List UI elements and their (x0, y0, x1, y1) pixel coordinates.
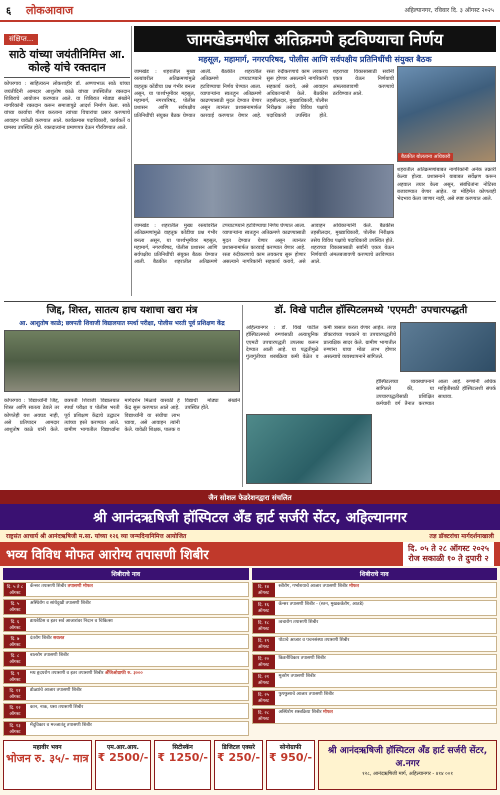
camp-date: दि. ५ ऑगस्ट (4, 600, 26, 613)
camp-name (28, 722, 248, 735)
camp-name (28, 704, 248, 717)
camp-row (3, 703, 249, 718)
camp-date: दि. ११ ऑगस्ट (4, 687, 26, 700)
camp-date: दि. २८ ऑगस्ट (253, 709, 275, 723)
camp-row (3, 634, 249, 649)
ad-box-value: ₹ 2500/- (97, 751, 149, 764)
ad-box-ct (154, 740, 211, 790)
camp-name (277, 619, 497, 633)
ad-box-value: भोजन रु. ३५/- मात्र (6, 752, 89, 765)
camp-date: दि. १२ ऑगस्ट (4, 704, 26, 717)
camp-date: दि. २१ ऑगस्ट (253, 673, 275, 687)
camp-row (252, 654, 498, 670)
camp-title: कान, नाक, घसा तपासणी शिबीर (30, 705, 84, 711)
story2-body: कोपरगाव : विद्यार्थ्यांनी जिद्द, शिस्त आणि सातत्य ठेवले तर कोणतेही यश अवघड नाही, असे प्रतिपादन आमदार आशुतोष काळे यांनी केले. छत्रपती शिवाजी विद्यालयात स्पर्धा परीक्षा व पोलीस भरती पूर्व प्रशिक्षण केंद्राचे उद्घाटन त्यांच्या हस्ते करण्यात आले. ग्रामीण भागातील विद्यार्थ्यांना मार्गदर्शन मिळावे यासाठी हे केंद्र सुरू करण्यात आले आहे. विद्यार्थ्यांनी या संधीचा लाभ घ्यावा, असे आवाहन त्यांनी केले. यावेळी शिक्षक, पालक व विद्यार्थी मोठ्या संख्येने उपस्थित होते. (4, 398, 240, 433)
ad-org-line: जैन सोशल फेडरेशनद्वारा संचलित (0, 492, 500, 504)
camp-row (252, 618, 498, 634)
ad-box-label: सोनोग्राफी (279, 744, 302, 751)
camp-date: दि. १८ ऑगस्ट (253, 619, 275, 633)
ad-sub-left: राष्ट्रसंत आचार्य श्री आनंदऋषिजी म.सा. यांच्या १२६ व्या जन्मदिनानिमित्त आयोजित (6, 533, 187, 540)
camp-highlight: मोफत (322, 710, 333, 715)
camp-date: दि. ८ ऑगस्ट (4, 652, 26, 665)
newspaper-logo: लोकआवाज (26, 3, 74, 17)
story2-headline: जिद्द, शिस्त, सातत्य हाच यशाचा खरा मंत्र (46, 305, 198, 316)
camp-name (28, 635, 248, 648)
camp-title: डोळ्यांचे आजार तपासणी शिबीर (30, 687, 82, 693)
story3-headline: डॉ. विखे पाटील हॉस्पिटलमध्ये 'एएमटी' उपचारपद्धती (274, 305, 468, 316)
story2-byline: आ. आशुतोष काळे; छत्रपती शिवाजी विद्यालयात स्पर्धा परीक्षा, पोलीस भरती पूर्व प्रशिक्षण केंद्र (19, 320, 225, 327)
ad-banner (0, 542, 500, 566)
camp-date: दि. ६ ऑगस्ट (4, 618, 26, 631)
camp-row (3, 582, 249, 597)
ad-box-label: सिटीस्कॅन (172, 744, 193, 751)
ad-hospital-title: श्री आनंदऋषिजी हॉस्पिटल अँड हार्ट सर्जरी सेंटर, अहिल्यानगर (0, 504, 500, 530)
meeting-photo (134, 164, 394, 218)
ad-box-label: डिजिटल एक्सरे (222, 744, 256, 751)
camp-row (252, 690, 498, 706)
left-story (4, 26, 130, 296)
ad-box-label: महावीर भवन (32, 744, 62, 751)
camp-schedule-right (252, 568, 498, 736)
camp-title: कॅन्सर तपासणी शिबीर (30, 584, 67, 589)
brief-tag: संक्षिप्त... (4, 34, 38, 45)
camp-date: दि. १४ ऑगस्ट (253, 583, 275, 597)
ad-bottom-strip (0, 738, 500, 792)
camp-title: मेंदूविकार व मज्जातंतू तपासणी शिबीर (30, 722, 92, 728)
left-story-body: कोपरगाव : साहित्यरत्न लोकशाहीर डॉ. अण्णाभाऊ साठे यांच्या जयंतीदिनी आमदार आशुतोष काळे यांच्या उपस्थितीत रक्तदान शिबिराचे आयोजन करण्यात आले. या शिबिरात मोठ्या संख्येने नागरिकांनी रक्तदान करून समाजापुढे आदर्श निर्माण केला. साठे यांच्या कार्याचा गौरव करताना त्यांच्या विचारांचा प्रसार करण्याचे आवाहन यावेळी करण्यात आले. कार्यक्रमास पदाधिकारी, कार्यकर्ते व ग्रामस्थ उपस्थित होते. रक्तदात्यांना प्रमाणपत्र देऊन गौरविण्यात आले. (4, 81, 130, 131)
camp-name (28, 600, 248, 613)
camp-row (3, 721, 249, 736)
ad-box-sonography (266, 740, 315, 790)
ad-box-value: ₹ 950/- (269, 751, 313, 764)
camp-name (277, 673, 497, 687)
camp-title: अस्थिरोग शस्त्रक्रिया शिबीर (278, 710, 322, 715)
camp-date: दि. १३ ऑगस्ट (4, 722, 26, 735)
camp-title: स्त्रीरोग, गर्भाशयाचे आजार तपासणी शिबीर (278, 584, 348, 589)
story2-group-photo (4, 330, 240, 392)
camp-row (252, 582, 498, 598)
camp-name (277, 583, 497, 597)
ad-datebox (403, 542, 494, 565)
camp-title: पोटाचे आजार व पचनसंस्था तपासणी शिबीर (278, 638, 350, 643)
ad-hospital-name: श्री आनंदऋषिजी हॉस्पिटल अँड हार्ट सर्जरी सेंटर, अ.नगर (327, 746, 488, 769)
ad-box-mri (95, 740, 152, 790)
camp-name (277, 691, 497, 705)
masthead (0, 0, 500, 22)
ad-box-value: ₹ 250/- (217, 751, 261, 764)
camp-name (277, 637, 497, 651)
camp-row (3, 617, 249, 632)
camp-highlight: अँजिओग्राफी रु. ३००० (104, 670, 143, 676)
story3-body-cont: हॉस्पिटलच्या व्यवस्थापनाने सांगितले की, या उपचारपद्धतीसाठी प्रशिक्षित कर्मचारी वर्ग तैनात करण्यात आला आहे. रुग्णांनी अधिक माहितीसाठी हॉस्पिटलशी संपर्क साधावा. (376, 379, 496, 407)
camp-schedule-grid (0, 566, 500, 738)
camp-title: डायबेटिस व इतर सर्व आजारांवर निदान व चिकित्सा (30, 618, 113, 624)
ad-box-xray (214, 740, 263, 790)
main-headline: जामखेडमधील अतिक्रमणे हटविण्याचा निर्णय (134, 26, 496, 52)
camp-row (3, 669, 249, 684)
story3-body: अहिल्यानगर : डॉ. विखे पाटील हॉस्पिटलमध्ये रुग्णांसाठी अत्याधुनिक एएमटी उपचारपद्धती उपलब्ध करून देण्यात आली आहे. या पद्धतीमुळे गुंतागुंतीच्या शस्त्रक्रिया कमी वेळेत व कमी त्रासात करता येणार आहेत. तज्ज्ञ डॉक्टरांच्या पथकाने या उपचारपद्धतीचे प्रात्यक्षिक सादर केले. ग्रामीण भागातील रुग्णांना याचा मोठा लाभ होणार असल्याचे व्यवस्थापनाने सांगितले. (246, 325, 396, 360)
left-story-headline: साठे यांच्या जयंतीनिमित्त आ. कोल्हे यांचे रक्तदान (4, 48, 130, 78)
hospital-advertisement (0, 490, 500, 795)
camp-row (3, 686, 249, 701)
camp-name (28, 652, 248, 665)
story3-photo-doctors (400, 322, 496, 372)
camp-row (252, 708, 498, 724)
ad-hospital-address: १२८, आनंदऋषिजी मार्ग, अहिल्यानगर - ४१४ ००१ (362, 771, 453, 777)
photo-caption: बैठकीत बोलताना अधिकारी (398, 153, 453, 161)
camp-name (277, 655, 497, 669)
camp-name (28, 687, 248, 700)
camp-row (3, 599, 249, 614)
main-story-body: जामखेड : शहरातील मुख्य रस्त्यांवरील अतिक्रमणांमुळे वाहतूक कोंडीचा प्रश्न गंभीर बनला असून, या पार्श्वभूमीवर महसूल, महामार्ग, नगरपरिषद, पोलीस प्रशासन आणि सर्वपक्षीय प्रतिनिधींची संयुक्त बैठक घेण्यात आली. बैठकीत शहरातील अतिक्रमणे टप्प्याटप्प्याने हटविण्याचा निर्णय घेण्यात आला. व्यापाऱ्यांना स्वतःहून अतिक्रमणे काढण्यासाठी मुदत देण्यात येणार असून त्यानंतर प्रशासनामार्फत कारवाई करण्यात येणार आहे. रस्ता रुंदीकरणाचे काम लवकरच सुरू होणार असल्याने नागरिकांनी सहकार्य करावे, असे आवाहन अधिकाऱ्यांनी केले. बैठकीस तहसीलदार, मुख्याधिकारी, पोलीस निरीक्षक तसेच विविध पक्षांचे पदाधिकारी उपस्थित होते. शहराच्या विकासासाठी सर्वांनी एकत्र येऊन निर्णयाची अंमलबजावणी करण्याचे ठरविण्यात आले. (134, 69, 394, 119)
camp-name (277, 601, 497, 615)
camp-title: कॅन्सर तपासणी शिबीर - (स्तन, मुखकर्करोग, आतडे) (278, 602, 364, 607)
section-divider (4, 301, 496, 302)
camp-name (277, 709, 497, 723)
camp-date: दि. ७ ऑगस्ट (4, 635, 26, 648)
ad-box-bhavan (3, 740, 92, 790)
main-story-side-body: शहरातील अतिक्रमणांबाबत नागरिकांनी अनेक तक्रारी केल्या होत्या. प्रशासनाने याबाबत सर्वेक्षण करून अहवाल तयार केला असून, संबंधितांना नोटिसा बजावण्यात येणार आहेत. या मोहिमेत कोणताही भेदभाव केला जाणार नाही, असे स्पष्ट करण्यात आले. (397, 167, 496, 202)
ad-sub-row (0, 530, 500, 542)
main-story-photo (397, 66, 496, 162)
camp-col-header: शिबीराचे नाव (3, 568, 249, 580)
ad-time-range: रोज सकाळी १० ते दुपारी २ (408, 554, 489, 563)
camp-date: दि. १९ ऑगस्ट (253, 637, 275, 651)
camp-highlight: तपासणी मोफत (67, 584, 93, 589)
camp-title: फुफ्फुसाचे आजार तपासणी शिबीर (278, 692, 334, 697)
camp-title: किडनीविकार तपासणी शिबीर (278, 656, 326, 661)
camp-col-header: शिबीराचे नाव (252, 568, 498, 580)
ad-date-range: दि. ०५ ते २८ ऑगस्ट २०२५ (408, 544, 489, 554)
camp-name (28, 618, 248, 631)
camp-date: दि. ५ ते ८ ऑगस्ट (4, 583, 26, 596)
camp-date: दि. २५ ऑगस्ट (253, 691, 275, 705)
camp-title: बालरोग तपासणी शिबीर (30, 653, 69, 659)
ad-box-value: ₹ 1250/- (157, 751, 208, 764)
ad-sub-right: तज्ञ डॉक्टरांचा मार्गदर्शनाखाली (429, 533, 494, 540)
camp-row (252, 600, 498, 616)
camp-schedule-left (3, 568, 249, 736)
ad-box-label: एम.आर.आय. (106, 744, 139, 751)
camp-row (252, 672, 498, 688)
camp-date: दि. २० ऑगस्ट (253, 655, 275, 669)
camp-date: दि. ९ ऑगस्ट (4, 670, 26, 683)
page-number: ६ (6, 6, 12, 17)
camp-name (28, 670, 248, 683)
camp-highlight: मोफत (349, 584, 359, 589)
story3-photo-surgery (246, 414, 372, 484)
main-subhead: महसूल, महामार्ग, नगरपरिषद, पोलीस आणि सर्वपक्षीय प्रतिनिधींची संयुक्त बैठक (198, 55, 432, 64)
ad-banner-text: भव्य विविध मोफत आरोग्य तपासणी शिबीर (6, 548, 209, 563)
column-divider (131, 26, 132, 296)
column-divider-2 (242, 305, 243, 487)
camp-highlight: सवलत (53, 635, 65, 641)
camp-title: मध हृदयरोग तपासणी व इतर तपासणी शिबीर (30, 670, 104, 676)
camp-title: त्वचारोग तपासणी शिबीर (278, 620, 319, 625)
main-story-body-cont: जामखेड : शहरातील मुख्य रस्त्यांवरील अतिक्रमणांमुळे वाहतूक कोंडीचा प्रश्न गंभीर बनला असून, या पार्श्वभूमीवर महसूल, महामार्ग, नगरपरिषद, पोलीस प्रशासन आणि सर्वपक्षीय प्रतिनिधींची संयुक्त बैठक घेण्यात आली. बैठकीत शहरातील अतिक्रमणे टप्प्याटप्प्याने हटविण्याचा निर्णय घेण्यात आला. व्यापाऱ्यांना स्वतःहून अतिक्रमणे काढण्यासाठी मुदत देण्यात येणार असून त्यानंतर प्रशासनामार्फत कारवाई करण्यात येणार आहे. रस्ता रुंदीकरणाचे काम लवकरच सुरू होणार असल्याने नागरिकांनी सहकार्य करावे, असे आवाहन अधिकाऱ्यांनी केले. बैठकीस तहसीलदार, मुख्याधिकारी, पोलीस निरीक्षक तसेच विविध पक्षांचे पदाधिकारी उपस्थित होते. शहराच्या विकासासाठी सर्वांनी एकत्र येऊन निर्णयाची अंमलबजावणी करण्याचे ठरविण्यात आले. (134, 223, 394, 266)
camp-title: अस्थिरोग व सांधेदुखी तपासणी शिबीर (30, 601, 91, 607)
camp-row (3, 651, 249, 666)
dateline: अहिल्यानगर, रविवार दि. ३ ऑगस्ट २०२५ (404, 7, 494, 14)
camp-name (28, 583, 248, 596)
camp-title: दंतरोग शिबीर (30, 635, 52, 641)
camp-row (252, 636, 498, 652)
ad-hospital-contact (318, 740, 497, 790)
camp-date: दि. १६ ऑगस्ट (253, 601, 275, 615)
camp-title: मूत्ररोग तपासणी शिबीर (278, 674, 316, 679)
